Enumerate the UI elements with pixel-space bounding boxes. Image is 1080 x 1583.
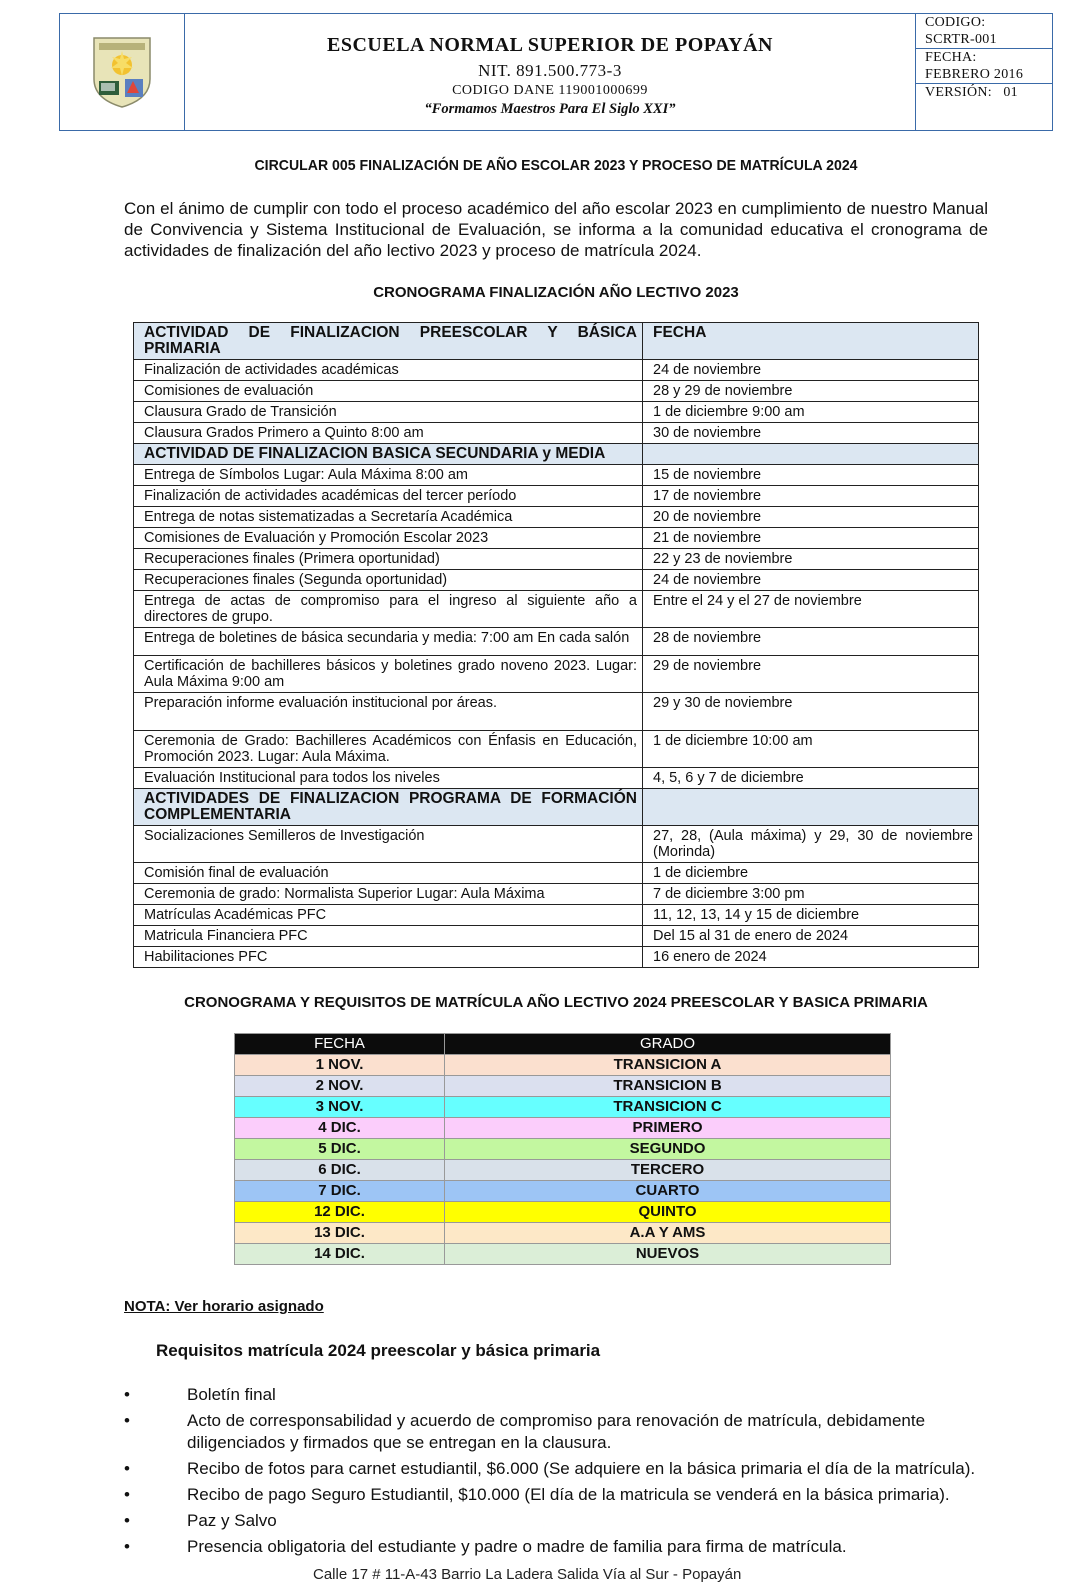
date-cell: 20 de noviembre (643, 507, 979, 528)
matricula-grado: SEGUNDO (445, 1139, 891, 1160)
requisito-item (124, 1536, 990, 1558)
requisito-item (124, 1458, 990, 1480)
section-header-row (134, 444, 979, 465)
matricula-grado: TERCERO (445, 1160, 891, 1181)
activity-cell: Entrega de notas sistematizadas a Secretaría Académica (134, 507, 643, 528)
school-name: ESCUELA NORMAL SUPERIOR DE POPAYÁN (327, 34, 773, 56)
activity-row (134, 768, 979, 789)
date-cell: Del 15 al 31 de enero de 2024 (643, 926, 979, 947)
matricula-fecha: 1 NOV. (235, 1055, 445, 1076)
requisito-item (124, 1510, 990, 1532)
requisitos-list (124, 1384, 990, 1562)
matricula-grado: CUARTO (445, 1181, 891, 1202)
section-title: ACTIVIDAD DE FINALIZACION PREESCOLAR Y BÁSICA PRIMARIA (134, 323, 643, 360)
activity-row (134, 656, 979, 693)
activity-row (134, 591, 979, 628)
date-cell: 22 y 23 de noviembre (643, 549, 979, 570)
activity-cell: Comisiones de Evaluación y Promoción Escolar 2023 (134, 528, 643, 549)
activity-cell: Recuperaciones finales (Primera oportunidad) (134, 549, 643, 570)
activity-cell: Certificación de bachilleres básicos y boletines grado noveno 2023. Lugar: Aula Máxima 9:00 am (134, 656, 643, 693)
matricula-grado: TRANSICION B (445, 1076, 891, 1097)
activity-cell: Comisiones de evaluación (134, 381, 643, 402)
activity-cell: Entrega de actas de compromiso para el ingreso al siguiente año a directores de grupo. (134, 591, 643, 628)
bullet-icon: • (124, 1459, 130, 1478)
section-title: ACTIVIDAD DE FINALIZACION BASICA SECUNDARIA y MEDIA (134, 444, 643, 465)
date-cell: 1 de diciembre 10:00 am (643, 731, 979, 768)
document-control-box (915, 14, 1052, 130)
bullet-icon: • (124, 1485, 130, 1504)
activity-cell: Clausura Grados Primero a Quinto 8:00 am (134, 423, 643, 444)
matricula-fecha: 6 DIC. (235, 1160, 445, 1181)
circular-title: CIRCULAR 005 FINALIZACIÓN DE AÑO ESCOLAR 2023 Y PROCESO DE MATRÍCULA 2024 (254, 157, 858, 174)
document-header (59, 13, 1053, 131)
fecha-label: FECHA: (925, 50, 977, 65)
matricula-grado: TRANSICION A (445, 1055, 891, 1076)
activity-cell: Matricula Financiera PFC (134, 926, 643, 947)
activity-row (134, 507, 979, 528)
matricula-grado: PRIMERO (445, 1118, 891, 1139)
codigo-label: CODIGO: (925, 15, 986, 30)
activity-cell: Matrículas Académicas PFC (134, 905, 643, 926)
section-title: ACTIVIDADES DE FINALIZACION PROGRAMA DE FORMACIÓN COMPLEMENTARIA (134, 789, 643, 826)
activity-cell: Recuperaciones finales (Segunda oportunidad) (134, 570, 643, 591)
activity-cell: Comisión final de evaluación (134, 863, 643, 884)
matricula-grado: QUINTO (445, 1202, 891, 1223)
matricula-row (235, 1076, 891, 1097)
school-shield-logo (91, 35, 153, 109)
date-cell: 4, 5, 6 y 7 de diciembre (643, 768, 979, 789)
activity-row (134, 947, 979, 968)
date-cell: 21 de noviembre (643, 528, 979, 549)
intro-paragraph: Con el ánimo de cumplir con todo el proceso académico del año escolar 2023 en cumplimiento de nuestro Manual de Convivencia y Sistema Institucional de Evaluación, se informa a la comunidad educativa el cronograma de actividades de finalización del año lectivo 2023 y proceso de matrícula 2024. (124, 199, 988, 260)
school-motto: “Formamos Maestros Para El Siglo XXI” (424, 101, 676, 117)
bullet-icon: • (124, 1411, 130, 1430)
matricula-fecha: 3 NOV. (235, 1097, 445, 1118)
requisito-text: Recibo de fotos para carnet estudiantil, $6.000 (Se adquiere en la básica primaria el día de la matrícula). (187, 1459, 976, 1478)
activity-cell: Socializaciones Semilleros de Investigación (134, 826, 643, 863)
matricula-fecha: 2 NOV. (235, 1076, 445, 1097)
requisitos-title: Requisitos matrícula 2024 preescolar y básica primaria (156, 1341, 601, 1360)
activity-row (134, 486, 979, 507)
activity-row (134, 360, 979, 381)
activity-row (134, 926, 979, 947)
date-cell: 15 de noviembre (643, 465, 979, 486)
matricula-row (235, 1202, 891, 1223)
bullet-icon: • (124, 1385, 130, 1404)
matricula-fecha: 14 DIC. (235, 1244, 445, 1265)
activity-cell: Ceremonia de grado: Normalista Superior Lugar: Aula Máxima (134, 884, 643, 905)
date-cell: 11, 12, 13, 14 y 15 de diciembre (643, 905, 979, 926)
activity-cell: Entrega de Símbolos Lugar: Aula Máxima 8:00 am (134, 465, 643, 486)
requisito-text: Presencia obligatoria del estudiante y padre o madre de familia para firma de matrícula. (187, 1537, 847, 1556)
activity-row (134, 423, 979, 444)
requisito-text: Paz y Salvo (187, 1511, 277, 1530)
matricula-fecha: 13 DIC. (235, 1223, 445, 1244)
cronograma-table (133, 322, 979, 968)
crono-title: CRONOGRAMA FINALIZACIÓN AÑO LECTIVO 2023 (373, 284, 739, 301)
matricula-row (235, 1223, 891, 1244)
date-cell: 1 de diciembre (643, 863, 979, 884)
matricula-header-fecha: FECHA (235, 1034, 445, 1055)
matricula-title: CRONOGRAMA Y REQUISITOS DE MATRÍCULA AÑO LECTIVO 2024 PREESCOLAR Y BASICA PRIMARIA (184, 994, 928, 1011)
activity-row (134, 863, 979, 884)
requisito-text: Recibo de pago Seguro Estudiantil, $10.000 (El día de la matricula se venderá en la básica primaria). (187, 1485, 950, 1504)
matricula-header-grado: GRADO (445, 1034, 891, 1055)
codigo-value: SCRTR-001 (916, 31, 1052, 49)
fecha-value: FEBRERO 2016 (916, 66, 1052, 84)
activity-cell: Habilitaciones PFC (134, 947, 643, 968)
matricula-row (235, 1160, 891, 1181)
activity-row (134, 826, 979, 863)
matricula-row (235, 1097, 891, 1118)
activity-row (134, 731, 979, 768)
activity-row (134, 693, 979, 731)
matricula-row (235, 1244, 891, 1265)
section-header-row (134, 789, 979, 826)
date-cell: 1 de diciembre 9:00 am (643, 402, 979, 423)
matricula-row (235, 1118, 891, 1139)
date-cell: 7 de diciembre 3:00 pm (643, 884, 979, 905)
matricula-table (234, 1033, 891, 1265)
requisito-text: Acto de corresponsabilidad y acuerdo de compromiso para renovación de matrícula, debidamente diligenciados y firmados que se entregan en la clausura. (187, 1411, 926, 1452)
activity-cell: Evaluación Institucional para todos los niveles (134, 768, 643, 789)
activity-row (134, 402, 979, 423)
section-date-header (643, 789, 979, 826)
activity-row (134, 381, 979, 402)
section-header-row (134, 323, 979, 360)
requisito-item (124, 1384, 990, 1406)
version: VERSIÓN: 01 (925, 85, 1018, 100)
activity-cell: Preparación informe evaluación institucional por áreas. (134, 693, 643, 731)
section-date-header: FECHA (643, 323, 979, 360)
activity-row (134, 465, 979, 486)
activity-row (134, 528, 979, 549)
activity-cell: Finalización de actividades académicas (134, 360, 643, 381)
activity-row (134, 905, 979, 926)
matricula-row (235, 1181, 891, 1202)
date-cell: 24 de noviembre (643, 570, 979, 591)
school-dane-code: CODIGO DANE 119001000699 (452, 83, 648, 98)
date-cell: 17 de noviembre (643, 486, 979, 507)
activity-row (134, 884, 979, 905)
requisito-text: Boletín final (187, 1385, 276, 1404)
footer-address: Calle 17 # 11-A-43 Barrio La Ladera Salida Vía al Sur - Popayán (313, 1566, 742, 1583)
bullet-icon: • (124, 1537, 130, 1556)
activity-row (134, 549, 979, 570)
date-cell: 29 de noviembre (643, 656, 979, 693)
nota-text: NOTA: Ver horario asignado (124, 1298, 324, 1315)
matricula-fecha: 12 DIC. (235, 1202, 445, 1223)
matricula-grado: TRANSICION C (445, 1097, 891, 1118)
date-cell: 29 y 30 de noviembre (643, 693, 979, 731)
requisito-item (124, 1410, 990, 1454)
matricula-header-row (235, 1034, 891, 1055)
activity-cell: Finalización de actividades académicas del tercer período (134, 486, 643, 507)
matricula-fecha: 5 DIC. (235, 1139, 445, 1160)
requisito-item (124, 1484, 990, 1506)
bullet-icon: • (124, 1511, 130, 1530)
date-cell: 28 y 29 de noviembre (643, 381, 979, 402)
school-nit: NIT. 891.500.773-3 (478, 61, 622, 80)
date-cell: 30 de noviembre (643, 423, 979, 444)
date-cell: 28 de noviembre (643, 628, 979, 656)
header-center (185, 14, 915, 130)
logo-cell (60, 14, 185, 130)
matricula-grado: NUEVOS (445, 1244, 891, 1265)
date-cell: 27, 28, (Aula máxima) y 29, 30 de noviembre (Morinda) (643, 826, 979, 863)
date-cell: 24 de noviembre (643, 360, 979, 381)
matricula-fecha: 4 DIC. (235, 1118, 445, 1139)
date-cell: 16 enero de 2024 (643, 947, 979, 968)
matricula-row (235, 1139, 891, 1160)
section-date-header (643, 444, 979, 465)
activity-cell: Clausura Grado de Transición (134, 402, 643, 423)
matricula-grado: A.A Y AMS (445, 1223, 891, 1244)
activity-cell: Entrega de boletines de básica secundaria y media: 7:00 am En cada salón (134, 628, 643, 656)
activity-cell: Ceremonia de Grado: Bachilleres Académicos con Énfasis en Educación, Promoción 2023. Lugar: Aula Máxima. (134, 731, 643, 768)
matricula-fecha: 7 DIC. (235, 1181, 445, 1202)
activity-row (134, 628, 979, 656)
activity-row (134, 570, 979, 591)
date-cell: Entre el 24 y el 27 de noviembre (643, 591, 979, 628)
matricula-row (235, 1055, 891, 1076)
